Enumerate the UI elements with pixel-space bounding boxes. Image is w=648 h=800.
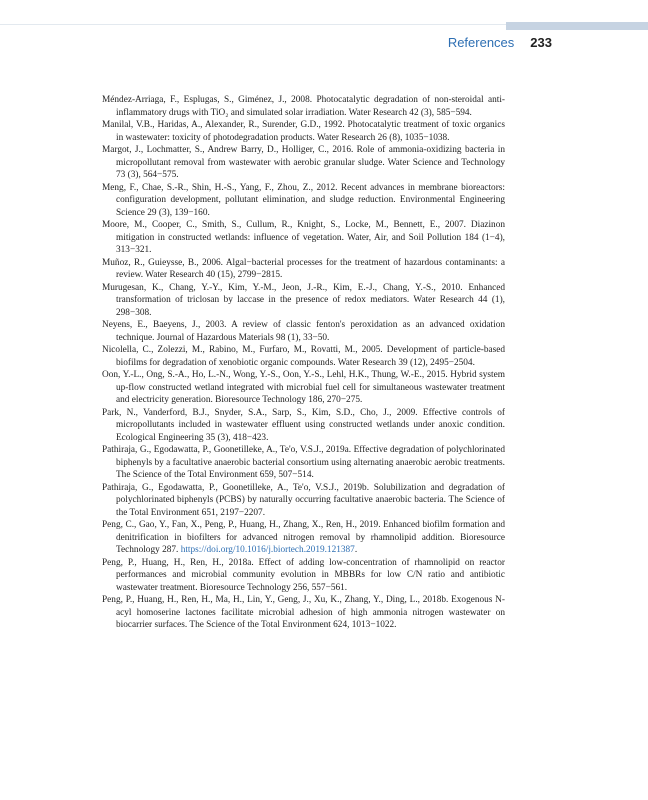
reference-entry (102, 519, 505, 557)
reference-entry (102, 282, 505, 320)
reference-list (102, 94, 505, 632)
reference-text: Park, N., Vanderford, B.J., Snyder, S.A., Sarp, S., Kim, S.D., Cho, J., 2009. Effective controls of micropollutants included in wastewater effluent using constructed wetlands under anoxic condition. Ecological Engineering 35 (3), 418−423. (102, 407, 505, 443)
reference-text: Manilal, V.B., Haridas, A., Alexander, R., Surender, G.D., 1992. Photocatalytic treatment of toxic organics in wastewater: toxicity of photodegradation products. Water Research 26 (8), 1035−1038. (102, 120, 505, 143)
doi-link[interactable]: https://doi.org/10.1016/j.biortech.2019.121387 (180, 545, 355, 555)
reference-text: Muñoz, R., Guieysse, B., 2006. Algal−bacterial processes for the treatment of hazardous contaminants: a review. Water Research 40 (15), 2799−2815. (102, 257, 505, 280)
reference-entry (102, 594, 505, 632)
reference-text: Moore, M., Cooper, C., Smith, S., Cullum, R., Knight, S., Locke, M., Bennett, E., 2007. Diazinon mitigation in constructed wetlands: influence of vegetation. Water, Air, and Soil Pollution 184 (1−4), 313−321. (102, 220, 505, 255)
reference-entry (102, 257, 505, 282)
reference-entry (102, 94, 505, 119)
reference-entry (102, 407, 505, 445)
reference-text: Peng, P., Huang, H., Ren, H., 2018a. Effect of adding low-concentration of rhamnolipid on reactor performances and microbial community evolution in MBBRs for low C/N ratio and antibiotic wastewater treatment. Bioresource Technology 256, 557−561. (102, 557, 505, 593)
reference-text: Peng, C., Gao, Y., Fan, X., Peng, P., Huang, H., Zhang, X., Ren, H., 2019. Enhanced biofilm formation and denitrification in biofilters for advanced nitrogen removal by rhamnolipid addition. Bioresource Technology 287. (102, 520, 505, 555)
reference-text: Murugesan, K., Chang, Y.-Y., Kim, Y.-M., Jeon, J.-R., Kim, E.-J., Chang, Y.-S., 2010. Enhanced transformation of triclosan by laccase in the presence of redox mediators. Water Research 44 (1), 298−308. (102, 282, 505, 318)
reference-text: Pathiraja, G., Egodawatta, P., Goonetilleke, A., Te'o, V.S.J., 2019a. Effective degradation of polychlorinated biphenyls by a facultative anaerobic bacterial consortium using alternating anaerobic aerobic treatments. The Science of the Total Environment 659, 507−514. (102, 445, 505, 480)
reference-text: Pathiraja, G., Egodawatta, P., Goonetilleke, A., Te'o, V.S.J., 2019b. Solubilization and degradation of polychlorinated biphenyls (PCBS) by naturally occurring facultative anaerobic bacteria. The Science of the Total Environment 651, 2197−2207. (102, 482, 505, 518)
reference-entry (102, 444, 505, 482)
reference-text: Meng, F., Chae, S.-R., Shin, H.-S., Yang, F., Zhou, Z., 2012. Recent advances in membrane bioreactors: configuration development, pollutant elimination, and sludge reduction. Environmental Engineering Science 29 (3), 139−160. (102, 182, 505, 218)
reference-entry (102, 482, 505, 520)
reference-tail: . (354, 545, 358, 555)
reference-text: Neyens, E., Baeyens, J., 2003. A review of classic fenton's peroxidation as an advanced oxidation technique. Journal of Hazardous Materials 98 (1), 33−50. (102, 320, 505, 343)
reference-entry (102, 344, 505, 369)
reference-entry (102, 182, 505, 220)
reference-text: Méndez-Arriaga, F., Esplugas, S., Giménez, J., 2008. Photocatalytic degradation of non-steroidal anti-inflammatory drugs with TiO₂ and simulated solar irradiation. Water Research 42 (3), 585−594. (102, 95, 505, 118)
reference-entry (102, 144, 505, 182)
page-number: 233 (530, 35, 552, 50)
reference-entry (102, 557, 505, 595)
reference-text: Margot, J., Lochmatter, S., Andrew Barry, D., Holliger, C., 2016. Role of ammonia-oxidizing bacteria in micropollutant removal from wastewater with aerobic granular sludge. Water Science and Technology 73 (3), 564−575. (102, 145, 505, 180)
reference-text: Oon, Y.-L., Ong, S.-A., Ho, L.-N., Wong, Y.-S., Oon, Y.-S., Lehl, H.K., Thung, W.-E., 2015. Hybrid system up-flow constructed wetland integrated with microbial fuel cell for simultaneous wastewater treatment and electricity generation. Bioresource Technology 186, 270−275. (102, 370, 505, 405)
reference-entry (102, 119, 505, 144)
reference-text: Nicolella, C., Zolezzi, M., Rabino, M., Furfaro, M., Rovatti, M., 2005. Development of particle-based biofilms for degradation of xenobiotic organic compounds. Water Research 39 (12), 2495−2504. (102, 345, 505, 368)
reference-text: Peng, P., Huang, H., Ren, H., Ma, H., Lin, Y., Geng, J., Xu, K., Zhang, Y., Ding, L., 2018b. Exogenous N-acyl homoserine lactones facilitate microbial adhesion of high ammonia nitrogen wastewater on biocarrier surfaces. The Science of the Total Environment 624, 1013−1022. (102, 595, 505, 630)
reference-entry (102, 219, 505, 257)
running-header (448, 35, 552, 50)
section-title: References (447, 35, 515, 50)
reference-entry (102, 319, 505, 344)
header-accent-bar (506, 22, 648, 30)
reference-entry (102, 369, 505, 407)
